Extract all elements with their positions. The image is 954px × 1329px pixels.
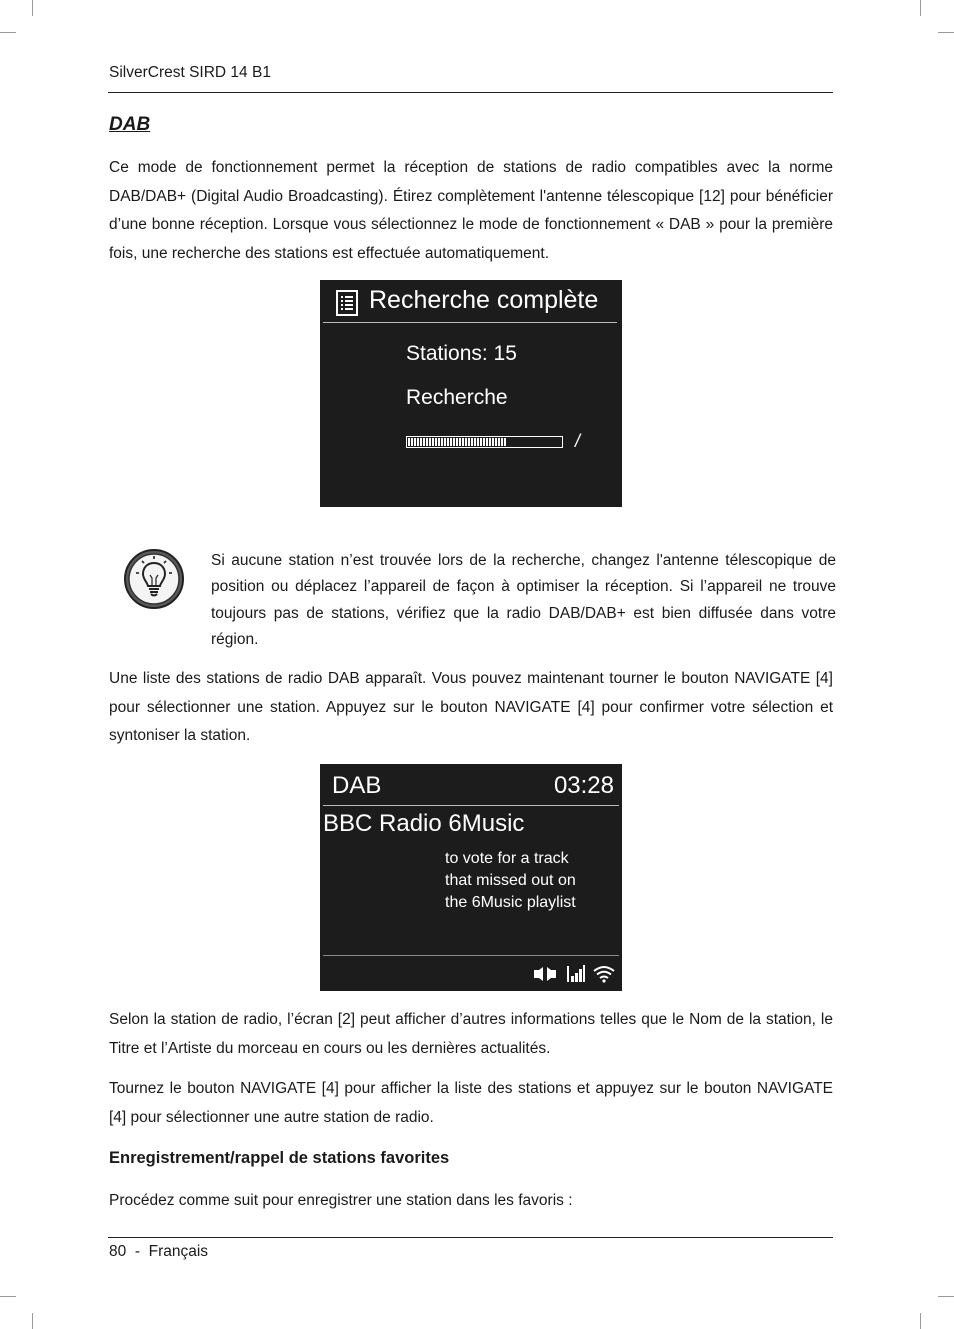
list-icon xyxy=(336,290,358,316)
radio-text-line: the 6Music playlist xyxy=(445,894,576,911)
scan-spinner: / xyxy=(575,431,581,451)
station-name: BBC Radio 6Music xyxy=(323,810,525,837)
stations-count: Stations: 15 xyxy=(406,342,517,365)
crop-mark xyxy=(920,1313,921,1329)
list-paragraph: Une liste des stations de radio DAB apparaît. Vous pouvez maintenant tourner le bouton NAVIGATE [4] pour sélectionner une station. Appuyez sur le bouton NAVIGATE [4] pour confirmer votre sélection et syntoniser la station. xyxy=(109,670,833,744)
favorites-heading: Enregistrement/rappel de stations favorites xyxy=(109,1149,450,1167)
crop-mark xyxy=(938,32,954,33)
navigate-paragraph: Tournez le bouton NAVIGATE [4] pour afficher la liste des stations et appuyez sur le bouton NAVIGATE [4] pour sélectionner une autre station de radio. xyxy=(109,1080,833,1126)
status-bar-rule xyxy=(323,955,619,956)
favorites-paragraph: Procédez comme suit pour enregistrer une station dans les favoris : xyxy=(109,1192,573,1209)
scan-progress-bar xyxy=(406,436,563,448)
note-text: Si aucune station n’est trouvée lors de la recherche, changez l'antenne télescopique de position ou déplacez l’appareil de façon à optimiser la réception. Si l’appareil ne trouve toujours pas de stations, vérifiez que la radio DAB/DAB+ est bien diffusée dans votre région. xyxy=(211,552,836,649)
page-header: SilverCrest SIRD 14 B1 xyxy=(109,64,271,81)
crop-mark xyxy=(938,1296,954,1297)
scan-progress-fill xyxy=(408,438,507,446)
crop-mark xyxy=(0,32,16,33)
play-header-rule xyxy=(323,805,619,806)
signal-strength-icon xyxy=(566,964,586,984)
scan-title: Recherche complète xyxy=(369,286,599,314)
scan-title-rule xyxy=(323,322,617,323)
header-rule xyxy=(108,92,833,93)
radio-text xyxy=(445,848,576,914)
info-paragraph: Selon la station de radio, l’écran [2] peut afficher d’autres informations telles que le Nom de la station, le Titre et l’Artiste du morceau en cours ou les dernières actualités. xyxy=(109,1011,833,1057)
crop-mark xyxy=(32,1313,33,1329)
crop-mark xyxy=(32,0,33,16)
play-mode: DAB xyxy=(332,772,382,799)
intro-paragraph: Ce mode de fonctionnement permet la réception de stations de radio compatibles avec la norme DAB/DAB+ (Digital Audio Broadcasting). Étirez complètement l'antenne télescopique [12] pour bénéficier d’une bonne réception. Lorsque vous sélectionnez le mode de fonctionnement « DAB » pour la première fois, une recherche des stations est effectuée automatiquement. xyxy=(109,159,833,262)
play-screen xyxy=(320,764,622,991)
crop-mark xyxy=(0,1296,16,1297)
page-footer: 80 - Français xyxy=(109,1243,209,1260)
stereo-icon xyxy=(533,966,557,982)
section-title: DAB xyxy=(109,114,151,135)
lightbulb-icon xyxy=(123,548,185,610)
wifi-icon xyxy=(593,965,615,983)
crop-mark xyxy=(920,0,921,16)
radio-text-line: to vote for a track xyxy=(445,850,569,867)
footer-rule xyxy=(108,1237,833,1238)
scan-status: Recherche xyxy=(406,386,508,409)
scan-screen xyxy=(320,280,622,507)
radio-text-line: that missed out on xyxy=(445,872,576,889)
play-time: 03:28 xyxy=(553,772,614,799)
